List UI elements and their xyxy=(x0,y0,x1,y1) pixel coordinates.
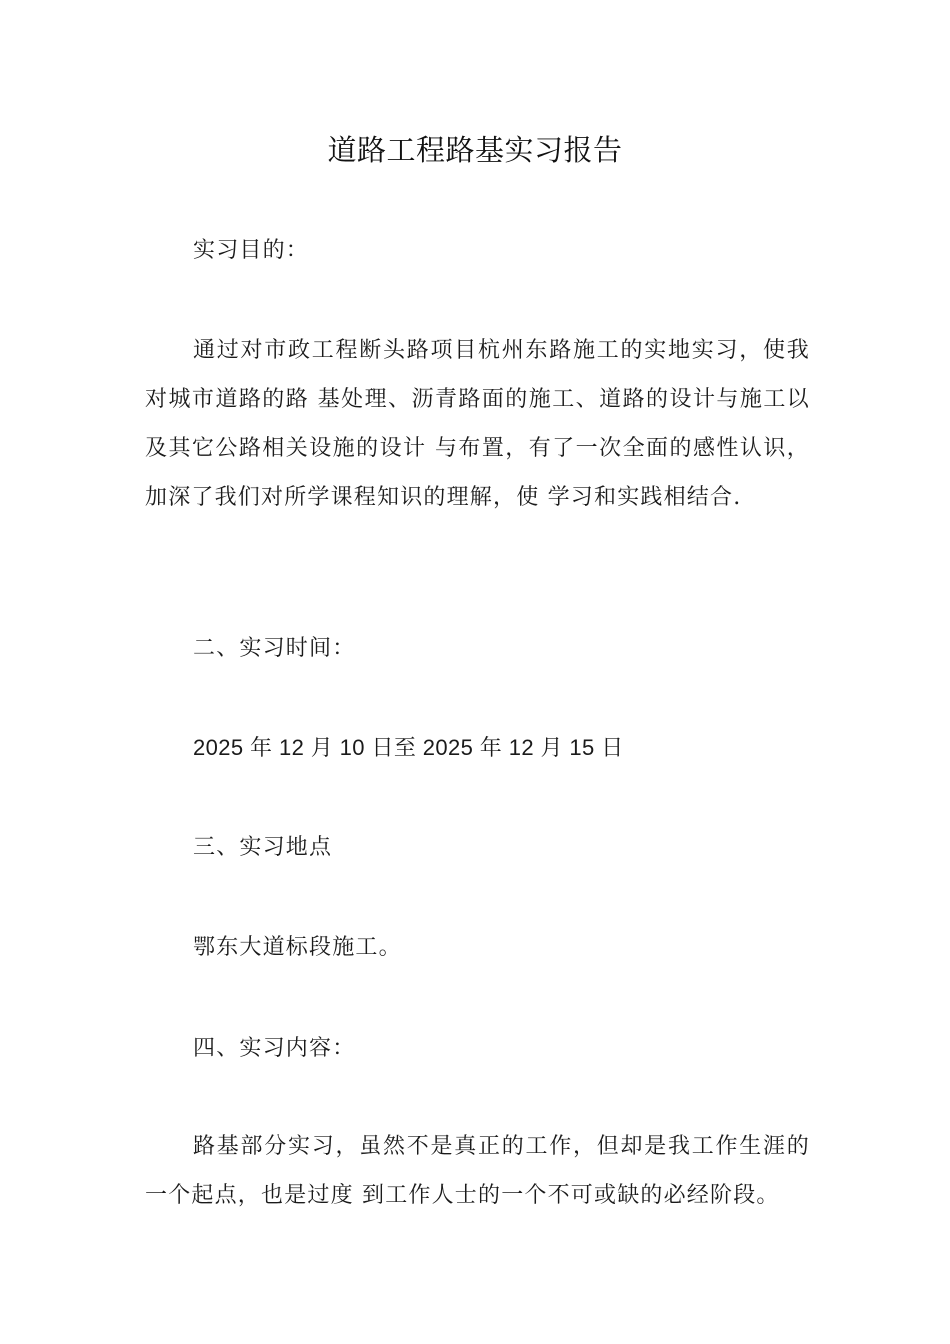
section-location-heading: 三、实习地点 xyxy=(193,835,333,860)
content-paragraph: 路基部分实习，虽然不是真正的工作，但却是我工作生涯的一个起点，也是过度 到工作人士的一个不可或缺的必经阶段。 xyxy=(145,1134,810,1208)
time-value: 2025 年 12 月 10 日至 2025 年 12 月 15 日 xyxy=(193,735,624,760)
section-content-heading: 四、实习内容： xyxy=(193,1036,356,1061)
section-time-heading: 二、实习时间： xyxy=(193,636,356,661)
location-value: 鄂东大道标段施工。 xyxy=(193,935,402,960)
document-title: 道路工程路基实习报告 xyxy=(327,133,623,167)
purpose-paragraph: 通过对市政工程断头路项目杭州东路施工的实地实习，使我对城市道路的路 基处理、沥青路面的施工、道路的设计与施工以及其它公路相关设施的设计 与布置，有了一次全面的感性认识，加深了我们对所学课程知识的理解，使 学习和实践相结合. xyxy=(145,338,810,510)
section-purpose-heading: 实习目的： xyxy=(193,238,310,263)
